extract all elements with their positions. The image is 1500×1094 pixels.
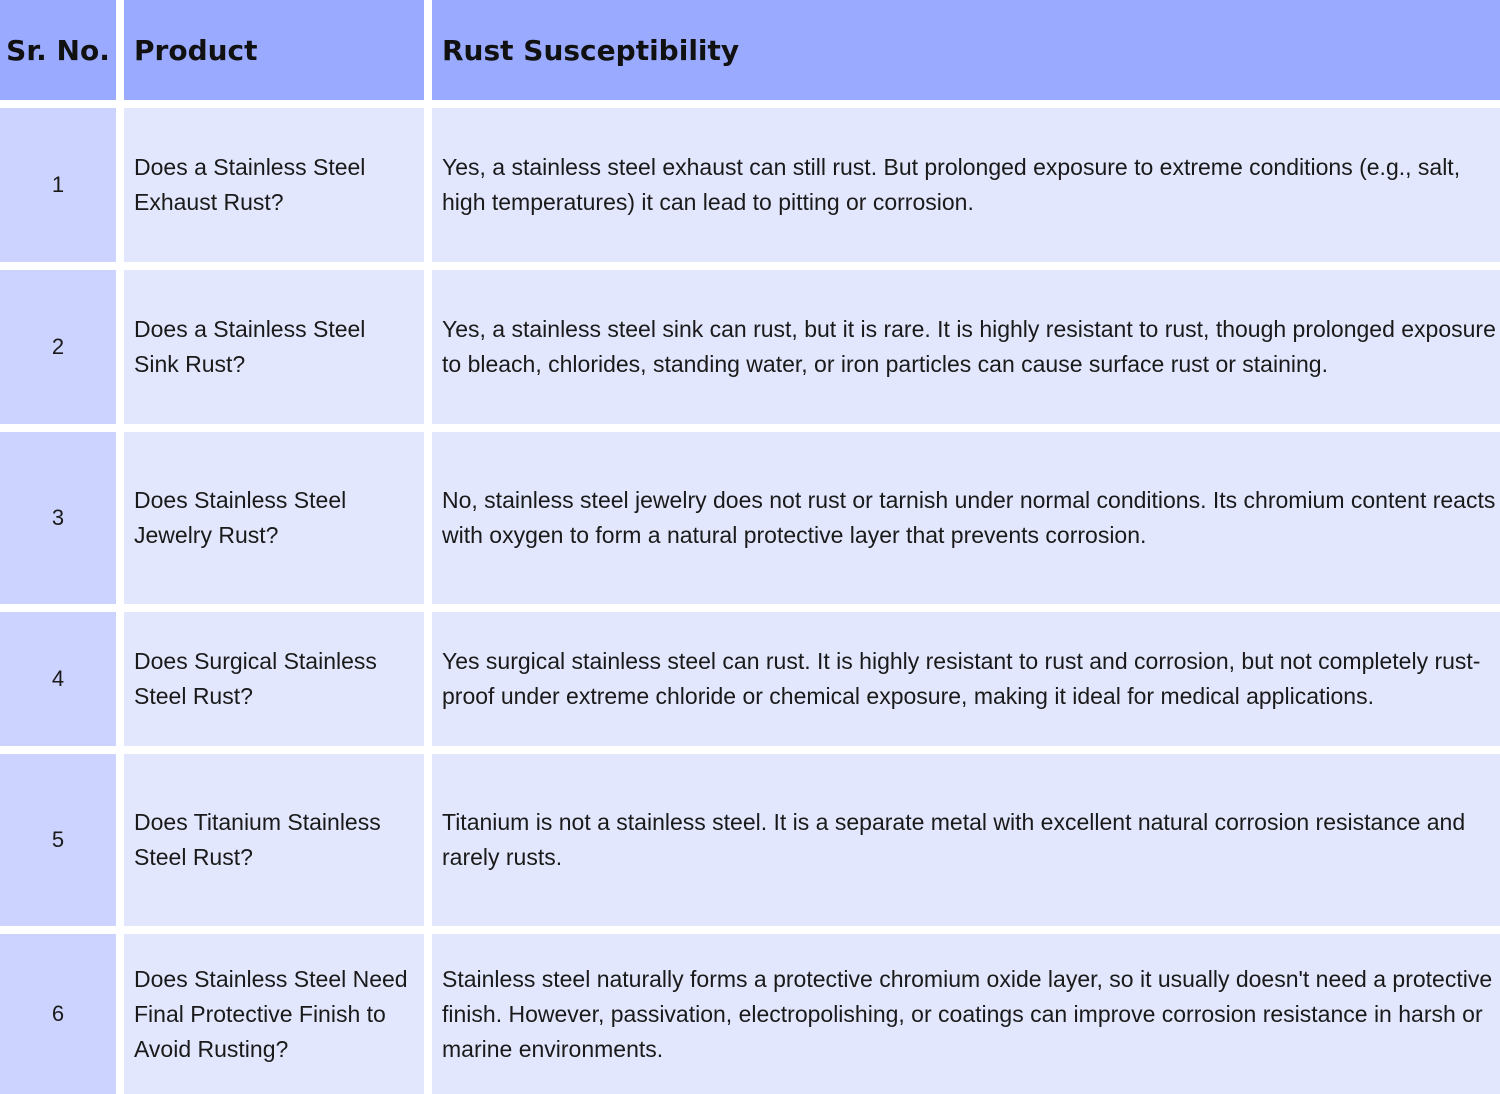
row-3-sr-no: 3 [0,432,116,604]
row-1-product: Does a Stainless Steel Exhaust Rust? [124,108,424,262]
row-5-rust-susceptibility: Titanium is not a stainless steel. It is a separate metal with excellent natural corrosion resistance and rarely rusts. [432,754,1500,926]
row-2-rust-susceptibility: Yes, a stainless steel sink can rust, but it is rare. It is highly resistant to rust, though prolonged exposure to bleach, chlorides, standing water, or iron particles can cause surface rust or staining. [432,270,1500,424]
row-6-rust-susceptibility: Stainless steel naturally forms a protective chromium oxide layer, so it usually doesn't need a protective finish. However, passivation, electropolishing, or coatings can improve corrosion resistance in harsh or marine environments. [432,934,1500,1094]
row-3-rust-susceptibility: No, stainless steel jewelry does not rust or tarnish under normal conditions. Its chromium content reacts with oxygen to form a natural protective layer that prevents corrosion. [432,432,1500,604]
row-5-sr-no: 5 [0,754,116,926]
row-5-product: Does Titanium Stainless Steel Rust? [124,754,424,926]
row-3-product: Does Stainless Steel Jewelry Rust? [124,432,424,604]
row-4-sr-no: 4 [0,612,116,746]
row-1-rust-susceptibility: Yes, a stainless steel exhaust can still rust. But prolonged exposure to extreme conditions (e.g., salt, high temperatures) it can lead to pitting or corrosion. [432,108,1500,262]
row-4-product: Does Surgical Stainless Steel Rust? [124,612,424,746]
header-rust-susceptibility: Rust Susceptibility [432,0,1500,100]
row-6-sr-no: 6 [0,934,116,1094]
row-1-sr-no: 1 [0,108,116,262]
row-4-rust-susceptibility: Yes surgical stainless steel can rust. It is highly resistant to rust and corrosion, but not completely rust-proof under extreme chloride or chemical exposure, making it ideal for medical applications. [432,612,1500,746]
row-2-product: Does a Stainless Steel Sink Rust? [124,270,424,424]
row-6-product: Does Stainless Steel Need Final Protective Finish to Avoid Rusting? [124,934,424,1094]
row-2-sr-no: 2 [0,270,116,424]
header-product: Product [124,0,424,100]
header-sr-no: Sr. No. [0,0,116,100]
